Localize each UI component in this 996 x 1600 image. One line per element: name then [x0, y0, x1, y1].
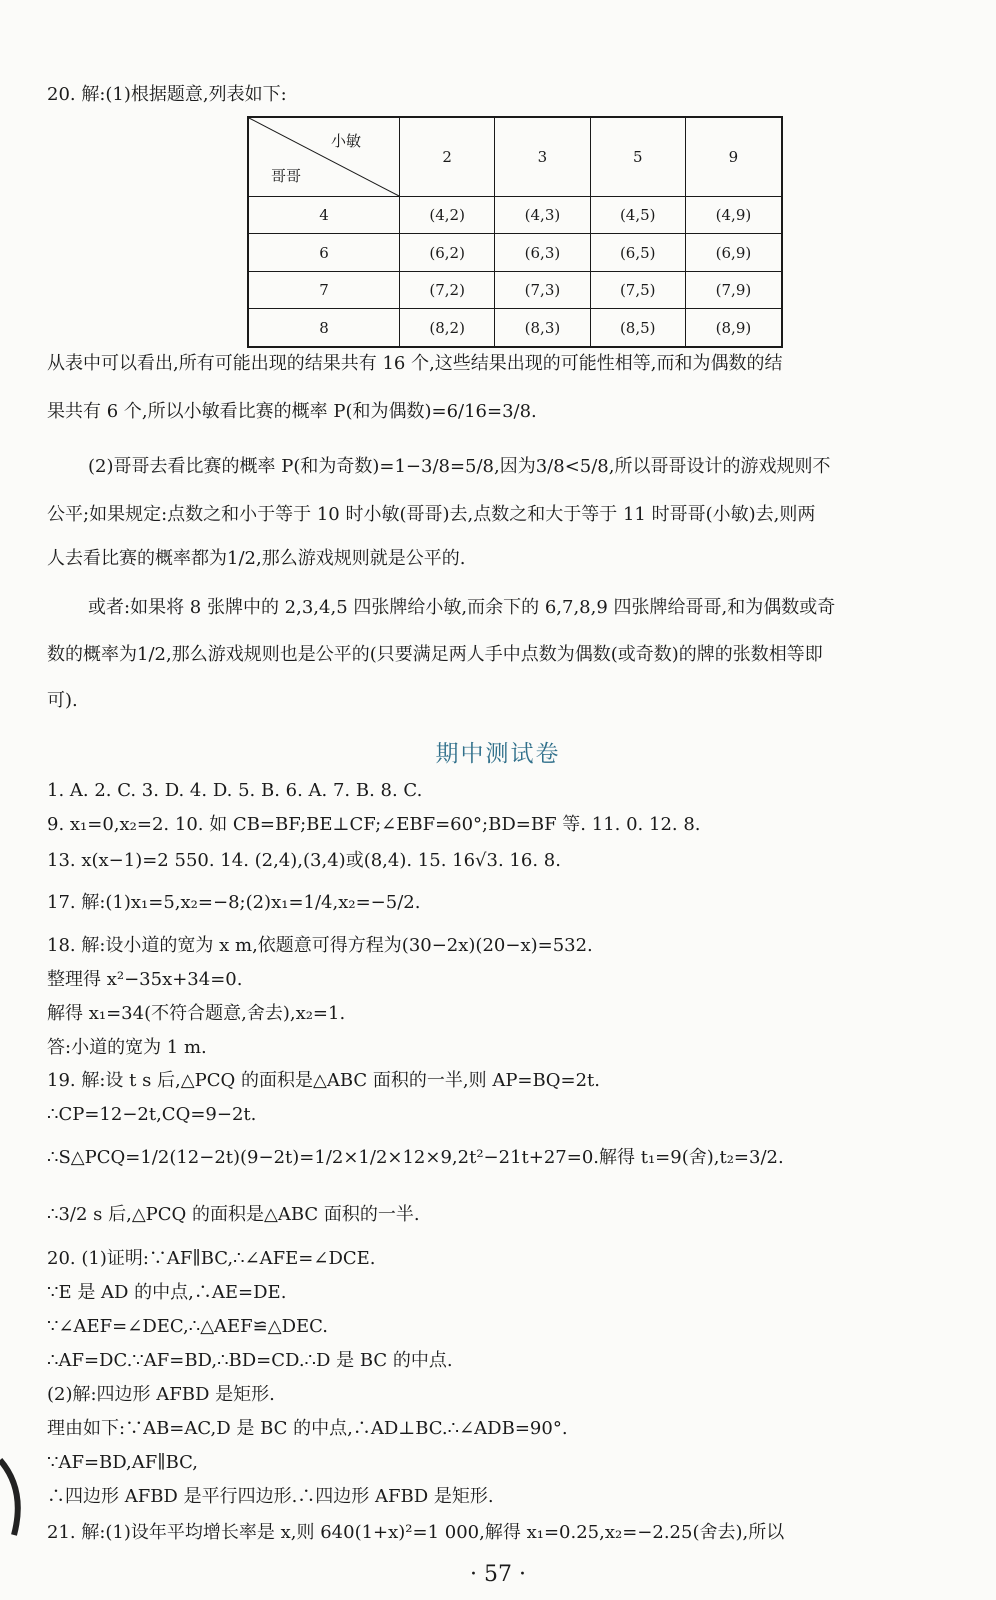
table-row [248, 309, 782, 347]
answer-20-line: ∴四边形 AFBD 是平行四边形.∴四边形 AFBD 是矩形. [47, 1486, 494, 1507]
table-corner-cell [248, 117, 400, 197]
table-cell: (8,5) [590, 309, 685, 347]
row-header: 4 [248, 197, 400, 234]
answer-20-line: ∵∠AEF=∠DEC,∴△AEF≌△DEC. [47, 1316, 329, 1337]
table-cell: (7,3) [495, 271, 590, 308]
answer-18-line: 解得 x₁=34(不符合题意,舍去),x₂=1. [47, 1003, 346, 1024]
answer-18-line: 18. 解:设小道的宽为 x m,依题意可得方程为(30−2x)(20−x)=532. [47, 935, 593, 956]
row-header: 8 [248, 309, 400, 347]
q20-intro: 20. 解:(1)根据题意,列表如下: [47, 84, 287, 105]
table-cell: (6,5) [590, 234, 685, 271]
section-title: 期中测试卷 [435, 741, 561, 767]
table-row [248, 271, 782, 308]
answers-1-8: 1. A. 2. C. 3. D. 4. D. 5. B. 6. A. 7. B. 8. C. [47, 780, 423, 801]
table-cell: (6,3) [495, 234, 590, 271]
answer-20-line: 20. (1)证明:∵AF∥BC,∴∠AFE=∠DCE. [47, 1248, 376, 1269]
table-cell: (8,3) [495, 309, 590, 347]
answer-18-line: 整理得 x²−35x+34=0. [47, 969, 243, 990]
table-cell: (4,5) [590, 197, 685, 234]
table-header-row [248, 117, 782, 197]
paragraph-1-line-2: 果共有 6 个,所以小敏看比赛的概率 P(和为偶数)=6/16=3/8. [47, 401, 537, 422]
page-number: · 57 · [470, 1562, 526, 1587]
answer-20-line: ∵E 是 AD 的中点,∴AE=DE. [47, 1282, 287, 1303]
row-header: 6 [248, 234, 400, 271]
answer-19-line: ∴3/2 s 后,△PCQ 的面积是△ABC 面积的一半. [47, 1204, 420, 1225]
answer-20-line: ∵AF=BD,AF∥BC, [47, 1452, 198, 1473]
answer-21-line: 21. 解:(1)设年平均增长率是 x,则 640(1+x)²=1 000,解得 x₁=0.25,x₂=−2.25(舍去),所以 [47, 1522, 785, 1543]
corner-label-bottom: 哥哥 [271, 167, 302, 185]
paragraph-3-line-3: 可). [47, 690, 78, 711]
table-cell: (7,5) [590, 271, 685, 308]
outcome-table [247, 116, 783, 348]
col-header: 2 [400, 117, 495, 197]
answers-13-16: 13. x(x−1)=2 550. 14. (2,4),(3,4)或(8,4). 15. 16√3. 16. 8. [47, 850, 561, 871]
table-cell: (8,9) [685, 309, 782, 347]
table-cell: (7,9) [685, 271, 782, 308]
paragraph-1-line-1: 从表中可以看出,所有可能出现的结果共有 16 个,这些结果出现的可能性相等,而和为偶数的结 [47, 353, 783, 374]
binding-mark-icon [0, 1440, 30, 1550]
paragraph-2-line-3: 人去看比赛的概率都为1/2,那么游戏规则就是公平的. [47, 548, 466, 569]
table-cell: (4,2) [400, 197, 495, 234]
row-header: 7 [248, 271, 400, 308]
answer-20-line: ∴AF=DC.∵AF=BD,∴BD=CD.∴D 是 BC 的中点. [47, 1350, 453, 1371]
col-header: 9 [685, 117, 782, 197]
paragraph-2-line-2: 公平;如果规定:点数之和小于等于 10 时小敏(哥哥)去,点数之和大于等于 11 时哥哥(小敏)去,则两 [47, 504, 816, 525]
answer-18-line: 答:小道的宽为 1 m. [47, 1037, 207, 1058]
answers-9-12: 9. x₁=0,x₂=2. 10. 如 CB=BF;BE⊥CF;∠EBF=60°;BD=BF 等. 11. 0. 12. 8. [47, 814, 701, 835]
table-cell: (8,2) [400, 309, 495, 347]
answer-19-line: 19. 解:设 t s 后,△PCQ 的面积是△ABC 面积的一半,则 AP=BQ=2t. [47, 1070, 600, 1091]
table-cell: (4,9) [685, 197, 782, 234]
table-cell: (7,2) [400, 271, 495, 308]
table-row [248, 197, 782, 234]
table-cell: (4,3) [495, 197, 590, 234]
answer-19-line: ∴S△PCQ=1/2(12−2t)(9−2t)=1/2×1/2×12×9,2t²−21t+27=0.解得 t₁=9(舍),t₂=3/2. [47, 1147, 784, 1168]
answer-17: 17. 解:(1)x₁=5,x₂=−8;(2)x₁=1/4,x₂=−5/2. [47, 892, 421, 913]
answer-20-line: (2)解:四边形 AFBD 是矩形. [47, 1384, 275, 1405]
paragraph-3-line-1: 或者:如果将 8 张牌中的 2,3,4,5 四张牌给小敏,而余下的 6,7,8,9 四张牌给哥哥,和为偶数或奇 [88, 597, 836, 618]
table-cell: (6,9) [685, 234, 782, 271]
answer-19-line: ∴CP=12−2t,CQ=9−2t. [47, 1104, 257, 1125]
col-header: 5 [590, 117, 685, 197]
col-header: 3 [495, 117, 590, 197]
table-row [248, 234, 782, 271]
answer-20-line: 理由如下:∵AB=AC,D 是 BC 的中点,∴AD⊥BC.∴∠ADB=90°. [47, 1418, 568, 1439]
corner-label-top: 小敏 [330, 132, 361, 150]
paragraph-3-line-2: 数的概率为1/2,那么游戏规则也是公平的(只要满足两人手中点数为偶数(或奇数)的牌的张数相等即 [47, 644, 823, 665]
table-cell: (6,2) [400, 234, 495, 271]
paragraph-2-line-1: (2)哥哥去看比赛的概率 P(和为奇数)=1−3/8=5/8,因为3/8<5/8,所以哥哥设计的游戏规则不 [88, 456, 831, 477]
